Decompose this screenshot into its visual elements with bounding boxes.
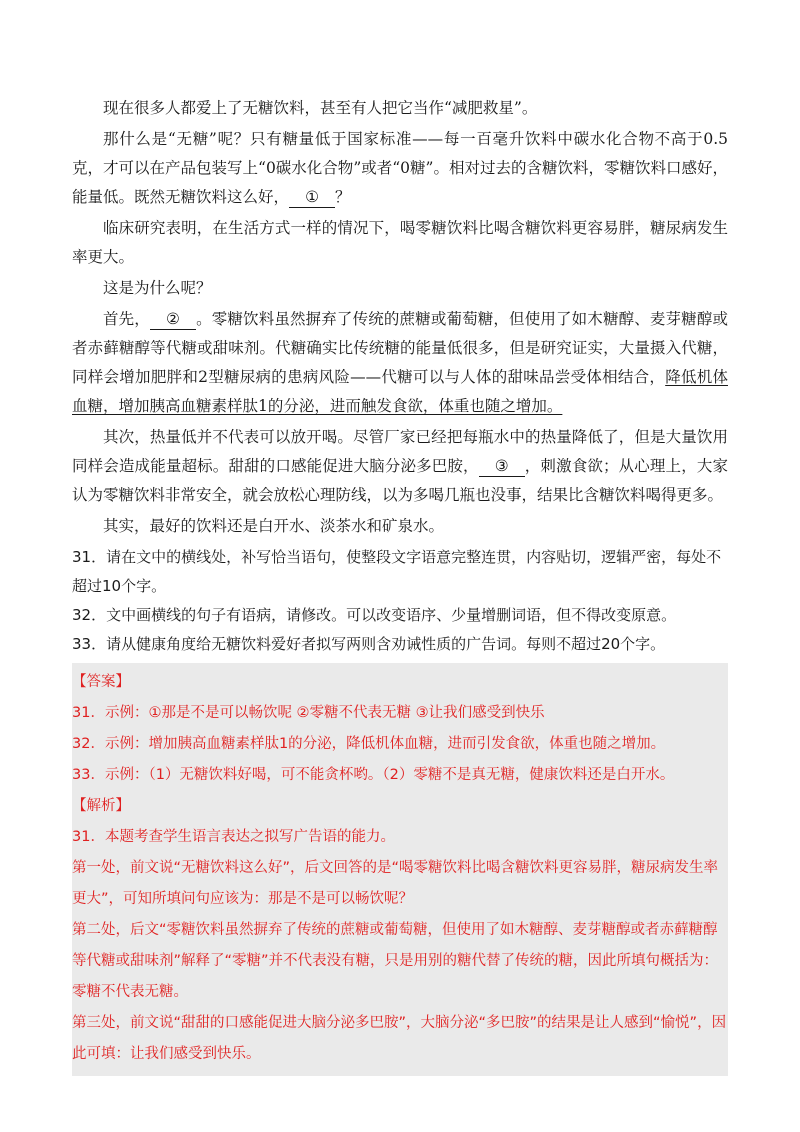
- analysis-line-1: 31．本题考查学生语言表达之拟写广告语的能力。: [72, 829, 395, 845]
- passage-text: 那什么是“无糖”呢？只有糖量低于国家标准——每一百毫升饮料中碳水化合物不高于0.5克，才可以在产品包装写上“0碳水化合物”或者“0糖”。相对过去的含糖饮料，零糖饮料口感好，能量低。既然无糖饮料这么好，: [72, 130, 728, 206]
- answer-line-32: 32．示例：增加胰高血糖素样肽1的分泌，降低机体血糖，进而引发食欲，体重也随之增加。: [72, 736, 666, 752]
- analysis-line-3: 第二处，后文“零糖饮料虽然摒弃了传统的蔗糖或葡萄糖，但使用了如木糖醇、麦芽糖醇或者赤藓糖醇等代糖或甜味剂”解释了“零糖”并不代表没有糖，只是用别的糖代替了传统的糖，因此所填句概括为：零糖不代表无糖。: [72, 922, 719, 1000]
- answer-tag: 【答案】: [72, 674, 130, 690]
- passage-paragraph-1: 现在很多人都爱上了无糖饮料，甚至有人把它当作“减肥救星”。: [103, 99, 538, 117]
- underlined-sentence: 降低机体血糖，增加胰高血糖素样肽1的分泌，进而触发食欲，体重也随之增加。: [72, 368, 728, 415]
- passage-text: ？: [335, 188, 351, 206]
- blank-1: ①: [289, 187, 335, 208]
- passage-text: 首先，: [103, 310, 150, 328]
- analysis-tag: 【解析】: [72, 798, 130, 814]
- question-33: 33．请从健康角度给无糖饮料爱好者拟写两则含劝诫性质的广告词。每则不超过20个字。: [72, 635, 666, 653]
- passage-paragraph-2: [72, 125, 728, 212]
- passage-paragraph-7: 其实，最好的饮料还是白开水、淡茶水和矿泉水。: [103, 517, 445, 535]
- passage-paragraph-6: [72, 423, 728, 510]
- passage-text: 。零糖饮料虽然摒弃了传统的蔗糖或葡萄糖，但使用了如木糖醇、麦芽糖醇或者赤藓糖醇等代糖或甜味剂。代糖确实比传统糖的能量低很多，但是研究证实，大量摄入代糖，同样会增加肥胖和2型糖尿病的患病风险——代糖可以与人体的甜味品尝受体相结合，: [72, 310, 728, 386]
- passage-text: 其次，热量低并不代表可以放开喝。尽管厂家已经把每瓶水中的热量降低了，但是大量饮用同样会造成能量超标。甜甜的口感能促进大脑分泌多巴胺，: [72, 428, 728, 475]
- question-32: 32．文中画横线的句子有语病，请修改。可以改变语序、少量增删词语，但不得改变原意。: [72, 606, 677, 624]
- passage-paragraph-4: 这是为什么呢？: [103, 279, 212, 297]
- answer-line-31: 31．示例：①那是不是可以畅饮呢 ②零糖不代表无糖 ③让我们感受到快乐: [72, 705, 545, 721]
- blank-2: ②: [150, 309, 196, 330]
- passage-paragraph-5: [72, 305, 728, 421]
- question-31: 31．请在文中的横线处，补写恰当语句，使整段文字语意完整连贯，内容贴切，逻辑严密，每处不超过10个字。: [72, 548, 722, 595]
- passage-paragraph-3: 临床研究表明，在生活方式一样的情况下，喝零糖饮料比喝含糖饮料更容易胖，糖尿病发生率更大。: [72, 219, 728, 266]
- analysis-line-4: 第三处，前文说“甜甜的口感能促进大脑分泌多巴胺”，大脑分泌“多巴胺”的结果是让人感到“愉悦”，因此可填：让我们感受到快乐。: [72, 1015, 727, 1062]
- answer-line-33: 33．示例：（1）无糖饮料好喝，可不能贪杯哟。（2）零糖不是真无糖，健康饮料还是白开水。: [72, 767, 675, 783]
- passage-text: ，刺激食欲；从心理上，大家认为零糖饮料非常安全，就会放松心理防线，以为多喝几瓶也没事，结果比含糖饮料喝得更多。: [72, 457, 728, 504]
- blank-3: ③: [479, 456, 525, 477]
- analysis-line-2: 第一处，前文说“无糖饮料这么好”，后文回答的是“喝零糖饮料比喝含糖饮料更容易胖，糖尿病发生率更大”，可知所填问句应该为：那是不是可以畅饮呢？: [72, 860, 719, 907]
- answer-section: [72, 663, 728, 1076]
